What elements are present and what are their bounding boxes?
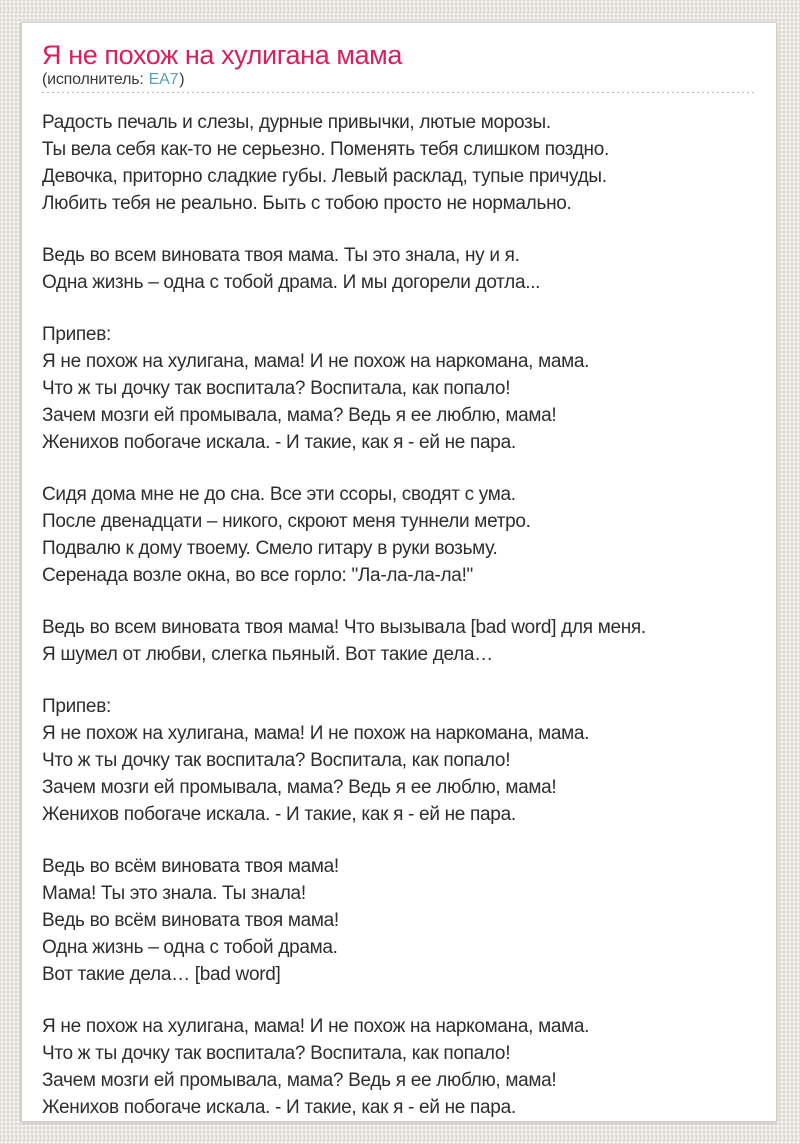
lyric-line: Женихов побогаче искала. - И такие, как я - ей не пара.: [42, 1097, 516, 1118]
background-texture-line-top: [0, 9, 800, 10]
artist-label: (исполнитель:: [42, 71, 144, 88]
lyric-line: Радость печаль и слезы, дурные привычки, лютые морозы.: [42, 112, 551, 133]
lyric-line: Любить тебя не реально. Быть с тобою просто не нормально.: [42, 193, 572, 214]
stanza: [42, 321, 756, 456]
lyric-line: Зачем мозги ей промывала, мама? Ведь я ее люблю, мама!: [42, 1070, 557, 1091]
lyric-line: Вот такие дела… [bad word]: [42, 964, 281, 985]
lyric-line: Одна жизнь – одна с тобой драма. И мы догорели дотла...: [42, 272, 541, 293]
lyric-line: Мама! Ты это знала. Ты знала!: [42, 883, 306, 904]
lyric-line: Припев:: [42, 324, 111, 345]
stanza: [42, 853, 756, 988]
song-title: Я не похож на хулигана мама: [42, 40, 402, 70]
lyric-line: Что ж ты дочку так воспитала? Воспитала, как попало!: [42, 378, 511, 399]
lyric-line: Женихов побогаче искала. - И такие, как я - ей не пара.: [42, 804, 516, 825]
stanza: [42, 481, 756, 589]
stanza: [42, 1013, 756, 1121]
lyrics-text: [42, 109, 756, 1121]
lyric-line: Сидя дома мне не до сна. Все эти ссоры, сводят с ума.: [42, 484, 516, 505]
artist-close-paren: ): [179, 71, 185, 88]
lyric-line: Серенада возле окна, во все горло: "Ла-ла-ла-ла!": [42, 565, 473, 586]
lyric-line: Женихов побогаче искала. - И такие, как я - ей не пара.: [42, 432, 516, 453]
lyric-line: После двенадцати – никого, скроют меня туннели метро.: [42, 511, 531, 532]
lyric-line: Что ж ты дочку так воспитала? Воспитала, как попало!: [42, 750, 511, 771]
stanza: [42, 614, 756, 668]
lyric-line: Я не похож на хулигана, мама! И не похож на наркомана, мама.: [42, 1016, 590, 1037]
stanza: [42, 109, 756, 217]
lyric-line: Девочка, приторно сладкие губы. Левый расклад, тупые причуды.: [42, 166, 607, 187]
lyric-line: Я не похож на хулигана, мама! И не похож на наркомана, мама.: [42, 351, 590, 372]
background-texture-line-bottom: [0, 1137, 800, 1138]
lyric-line: Я не похож на хулигана, мама! И не похож на наркомана, мама.: [42, 723, 590, 744]
lyric-line: Зачем мозги ей промывала, мама? Ведь я ее люблю, мама!: [42, 777, 557, 798]
lyric-line: Я шумел от любви, слегка пьяный. Вот такие дела…: [42, 644, 493, 665]
artist-link[interactable]: EA7: [148, 71, 179, 88]
lyric-line: Ведь во всем виновата твоя мама. Ты это знала, ну и я.: [42, 245, 520, 266]
lyric-line: Ведь во всем виновата твоя мама! Что вызывала [bad word] для меня.: [42, 617, 646, 638]
lyric-line: Одна жизнь – одна с тобой драма.: [42, 937, 338, 958]
lyric-line: Ведь во всём виновата твоя мама!: [42, 910, 339, 931]
dotted-separator: [42, 92, 756, 93]
lyric-line: Подвалю к дому твоему. Смело гитару в руки возьму.: [42, 538, 498, 559]
lyrics-card: [21, 22, 777, 1122]
stanza: [42, 242, 756, 296]
lyric-line: Что ж ты дочку так воспитала? Воспитала, как попало!: [42, 1043, 511, 1064]
artist-row: [42, 70, 756, 89]
stanza: [42, 693, 756, 828]
lyric-line: Припев:: [42, 696, 111, 717]
lyric-line: Ведь во всём виновата твоя мама!: [42, 856, 339, 877]
lyric-line: Ты вела себя как-то не серьезно. Поменять тебя слишком поздно.: [42, 139, 609, 160]
lyric-line: Зачем мозги ей промывала, мама? Ведь я ее люблю, мама!: [42, 405, 557, 426]
